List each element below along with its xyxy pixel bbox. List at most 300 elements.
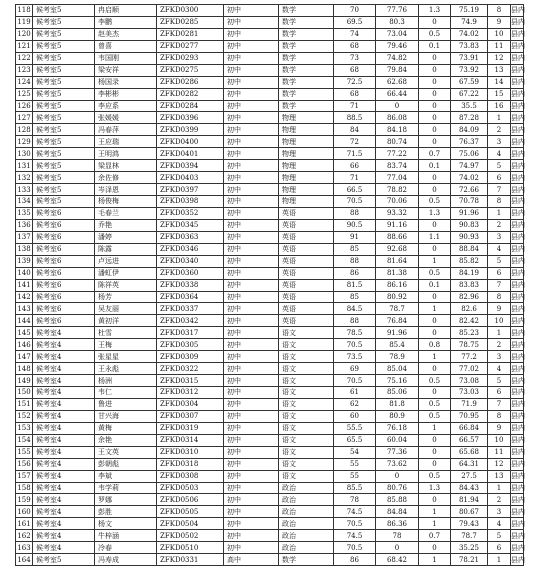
cell-room: 候考室6 bbox=[33, 207, 95, 219]
cell-room: 候考室6 bbox=[33, 231, 95, 243]
cell-bonus: 0 bbox=[419, 446, 451, 458]
cell-written: 88.5 bbox=[334, 112, 376, 124]
cell-area: 县内 bbox=[511, 66, 525, 75]
cell-subject: 政治 bbox=[279, 542, 334, 554]
table-row bbox=[16, 148, 524, 160]
cell-interview: 60.04 bbox=[376, 434, 419, 446]
cell-bonus: 0 bbox=[419, 172, 451, 184]
table-row bbox=[16, 100, 524, 112]
cell-bonus: 0 bbox=[419, 64, 451, 76]
cell-room: 候考室5 bbox=[33, 28, 95, 40]
cell-level: 初中 bbox=[224, 219, 279, 231]
cell-level: 初中 bbox=[224, 398, 279, 410]
cell-area: 县内 bbox=[511, 412, 525, 421]
cell-code: ZFKD0394 bbox=[157, 160, 224, 172]
cell-written: 91 bbox=[334, 231, 376, 243]
cell-total: 81.94 bbox=[451, 494, 488, 506]
cell-name: 陈露 bbox=[95, 243, 157, 255]
cell-total: 84.19 bbox=[451, 267, 488, 279]
cell-interview: 0 bbox=[376, 100, 419, 112]
cell-area: 县内 bbox=[511, 245, 525, 254]
cell-level: 初中 bbox=[224, 518, 279, 530]
cell-interview: 0 bbox=[376, 470, 419, 482]
table-row bbox=[16, 434, 524, 446]
cell-subject: 数学 bbox=[279, 76, 334, 88]
cell-written: 88 bbox=[334, 255, 376, 267]
cell-bonus: 0 bbox=[419, 494, 451, 506]
cell-area: 县内 bbox=[511, 340, 525, 349]
cell-bonus: 0.5 bbox=[419, 267, 451, 279]
cell-name: 余佐修 bbox=[95, 172, 157, 184]
cell-room: 候考室6 bbox=[33, 219, 95, 231]
cell-code: ZFKD0305 bbox=[157, 339, 224, 351]
cell-name: 黄梅 bbox=[95, 422, 157, 434]
cell-level: 初中 bbox=[224, 52, 279, 64]
cell-room: 候考室5 bbox=[33, 5, 95, 17]
cell-written: 86 bbox=[334, 554, 376, 566]
cell-area: 县内 bbox=[511, 54, 525, 63]
cell-subject: 数学 bbox=[279, 5, 334, 17]
cell-written: 69 bbox=[334, 363, 376, 375]
cell-name: 杨文 bbox=[95, 518, 157, 530]
cell-area: 县内 bbox=[511, 90, 525, 99]
table-row bbox=[16, 172, 524, 184]
cell-level: 初中 bbox=[224, 422, 279, 434]
cell-code: ZFKD0307 bbox=[157, 410, 224, 422]
cell-name: 韦学莉 bbox=[95, 482, 157, 494]
cell-bonus: 1 bbox=[419, 351, 451, 363]
cell-total: 80.67 bbox=[451, 506, 488, 518]
cell-area: 县内 bbox=[511, 6, 525, 15]
cell-written: 71.5 bbox=[334, 148, 376, 160]
cell-total: 65.68 bbox=[451, 446, 488, 458]
cell-subject: 政治 bbox=[279, 506, 334, 518]
cell-written: 71 bbox=[334, 172, 376, 184]
cell-code: ZFKD0397 bbox=[157, 184, 224, 196]
cell-area: 县内 bbox=[511, 209, 525, 218]
cell-no: 156 bbox=[17, 460, 31, 469]
cell-written: 55 bbox=[334, 470, 376, 482]
cell-written: 55.5 bbox=[334, 422, 376, 434]
cell-level: 初中 bbox=[224, 112, 279, 124]
cell-subject: 数学 bbox=[279, 100, 334, 112]
cell-room: 候考室5 bbox=[33, 160, 95, 172]
cell-interview: 81.64 bbox=[376, 255, 419, 267]
cell-room: 候考室4 bbox=[33, 530, 95, 542]
cell-bonus: 0 bbox=[419, 112, 451, 124]
cell-name: 岑泽恩 bbox=[95, 184, 157, 196]
table-row bbox=[16, 16, 524, 28]
table-row bbox=[16, 40, 524, 52]
cell-interview: 88.66 bbox=[376, 231, 419, 243]
cell-subject: 数学 bbox=[279, 28, 334, 40]
cell-room: 候考室5 bbox=[33, 40, 95, 52]
cell-no: 119 bbox=[17, 18, 31, 27]
cell-no: 141 bbox=[17, 281, 31, 290]
cell-total: 70.78 bbox=[451, 196, 488, 208]
table-row bbox=[16, 518, 524, 530]
cell-name: 乔艳 bbox=[95, 219, 157, 231]
cell-area: 县内 bbox=[511, 483, 525, 492]
cell-room: 候考室4 bbox=[33, 375, 95, 387]
cell-subject: 语文 bbox=[279, 458, 334, 470]
cell-no: 148 bbox=[17, 364, 31, 373]
cell-level: 初中 bbox=[224, 494, 279, 506]
cell-no: 152 bbox=[17, 412, 31, 421]
cell-no: 162 bbox=[17, 531, 31, 540]
cell-area: 县内 bbox=[511, 18, 525, 27]
cell-name: 杨俊梅 bbox=[95, 196, 157, 208]
cell-written: 78 bbox=[334, 494, 376, 506]
cell-name: 甘兴海 bbox=[95, 410, 157, 422]
cell-area: 县内 bbox=[511, 173, 525, 182]
cell-rank: 3 bbox=[488, 136, 511, 148]
cell-code: ZFKD0337 bbox=[157, 303, 224, 315]
cell-bonus: 1 bbox=[419, 255, 451, 267]
cell-no: 154 bbox=[17, 436, 31, 445]
table-row bbox=[16, 470, 524, 482]
table-row bbox=[16, 255, 524, 267]
cell-total: 74.9 bbox=[451, 16, 488, 28]
cell-written: 62 bbox=[334, 398, 376, 410]
cell-name: 黄初洋 bbox=[95, 315, 157, 327]
cell-code: ZFKD0510 bbox=[157, 542, 224, 554]
cell-interview: 79.84 bbox=[376, 64, 419, 76]
table-row bbox=[16, 422, 524, 434]
cell-level: 初中 bbox=[224, 184, 279, 196]
cell-interview: 91.96 bbox=[376, 327, 419, 339]
cell-written: 68 bbox=[334, 40, 376, 52]
cell-code: ZFKD0300 bbox=[157, 5, 224, 17]
cell-level: 初中 bbox=[224, 5, 279, 17]
cell-written: 72 bbox=[334, 136, 376, 148]
cell-subject: 数学 bbox=[279, 88, 334, 100]
cell-subject: 语文 bbox=[279, 363, 334, 375]
cell-rank: 4 bbox=[488, 148, 511, 160]
cell-rank: 2 bbox=[488, 494, 511, 506]
cell-area: 县内 bbox=[511, 149, 525, 158]
cell-room: 候考室6 bbox=[33, 315, 95, 327]
cell-total: 77.2 bbox=[451, 351, 488, 363]
cell-subject: 政治 bbox=[279, 494, 334, 506]
cell-level: 初中 bbox=[224, 88, 279, 100]
cell-subject: 英语 bbox=[279, 231, 334, 243]
cell-room: 候考室5 bbox=[33, 64, 95, 76]
cell-total: 64.31 bbox=[451, 458, 488, 470]
cell-area: 县内 bbox=[511, 185, 525, 194]
cell-name: 冯寿成 bbox=[95, 554, 157, 566]
cell-bonus: 0.7 bbox=[419, 530, 451, 542]
cell-rank: 10 bbox=[488, 315, 511, 327]
cell-subject: 英语 bbox=[279, 219, 334, 231]
cell-name: 陈祥英 bbox=[95, 279, 157, 291]
cell-subject: 语文 bbox=[279, 375, 334, 387]
cell-bonus: 0 bbox=[419, 136, 451, 148]
cell-name: 潘婷 bbox=[95, 231, 157, 243]
cell-no: 164 bbox=[17, 555, 31, 564]
table-row bbox=[16, 363, 524, 375]
cell-subject: 政治 bbox=[279, 518, 334, 530]
cell-name: 潘虹伊 bbox=[95, 267, 157, 279]
cell-no: 159 bbox=[17, 495, 31, 504]
cell-level: 初中 bbox=[224, 100, 279, 112]
cell-bonus: 0 bbox=[419, 387, 451, 399]
cell-code: ZFKD0364 bbox=[157, 291, 224, 303]
cell-name: 毛春兰 bbox=[95, 207, 157, 219]
table-row bbox=[16, 410, 524, 422]
cell-subject: 物理 bbox=[279, 184, 334, 196]
cell-written: 69.5 bbox=[334, 16, 376, 28]
cell-level: 初中 bbox=[224, 267, 279, 279]
cell-no: 131 bbox=[17, 161, 31, 170]
cell-written: 55 bbox=[334, 458, 376, 470]
cell-area: 县内 bbox=[511, 364, 525, 373]
cell-no: 135 bbox=[17, 209, 31, 218]
cell-written: 61 bbox=[334, 387, 376, 399]
cell-total: 74.97 bbox=[451, 160, 488, 172]
cell-area: 县内 bbox=[511, 555, 525, 564]
cell-rank: 12 bbox=[488, 52, 511, 64]
cell-bonus: 1 bbox=[419, 554, 451, 566]
cell-room: 候考室4 bbox=[33, 351, 95, 363]
cell-total: 73.91 bbox=[451, 52, 488, 64]
cell-room: 候考室5 bbox=[33, 52, 95, 64]
cell-code: ZFKD0308 bbox=[157, 470, 224, 482]
cell-code: ZFKD0503 bbox=[157, 482, 224, 494]
table-row bbox=[16, 458, 524, 470]
cell-interview: 78.7 bbox=[376, 303, 419, 315]
cell-no: 137 bbox=[17, 233, 31, 242]
cell-bonus: 1.1 bbox=[419, 231, 451, 243]
cell-no: 138 bbox=[17, 245, 31, 254]
cell-name: 曾喜 bbox=[95, 40, 157, 52]
cell-subject: 数学 bbox=[279, 52, 334, 64]
cell-area: 县内 bbox=[511, 304, 525, 313]
cell-room: 候考室4 bbox=[33, 363, 95, 375]
cell-rank: 4 bbox=[488, 243, 511, 255]
cell-written: 70.5 bbox=[334, 375, 376, 387]
cell-bonus: 0.8 bbox=[419, 339, 451, 351]
cell-rank: 4 bbox=[488, 518, 511, 530]
cell-interview: 80.3 bbox=[376, 16, 419, 28]
cell-total: 72.66 bbox=[451, 184, 488, 196]
cell-name: 李鹏 bbox=[95, 16, 157, 28]
cell-no: 128 bbox=[17, 125, 31, 134]
cell-rank: 9 bbox=[488, 422, 511, 434]
cell-rank: 13 bbox=[488, 470, 511, 482]
cell-interview: 85.88 bbox=[376, 494, 419, 506]
cell-level: 初中 bbox=[224, 446, 279, 458]
cell-total: 73.92 bbox=[451, 64, 488, 76]
cell-no: 149 bbox=[17, 376, 31, 385]
cell-written: 70.5 bbox=[334, 196, 376, 208]
table-body bbox=[16, 5, 524, 566]
cell-room: 候考室6 bbox=[33, 291, 95, 303]
cell-level: 初中 bbox=[224, 530, 279, 542]
cell-name: 李应系 bbox=[95, 100, 157, 112]
cell-bonus: 0 bbox=[419, 363, 451, 375]
cell-bonus: 0 bbox=[419, 52, 451, 64]
cell-level: 初中 bbox=[224, 243, 279, 255]
cell-name: 冯春萍 bbox=[95, 124, 157, 136]
cell-area: 县内 bbox=[511, 113, 525, 122]
cell-room: 候考室4 bbox=[33, 446, 95, 458]
cell-written: 70.5 bbox=[334, 542, 376, 554]
table-row bbox=[16, 375, 524, 387]
cell-total: 90.83 bbox=[451, 219, 488, 231]
cell-name: 彭胜 bbox=[95, 506, 157, 518]
cell-written: 72.5 bbox=[334, 76, 376, 88]
cell-no: 155 bbox=[17, 448, 31, 457]
table-row bbox=[16, 88, 524, 100]
cell-room: 候考室5 bbox=[33, 76, 95, 88]
cell-rank: 6 bbox=[488, 387, 511, 399]
cell-rank: 7 bbox=[488, 279, 511, 291]
cell-name: 余艳 bbox=[95, 434, 157, 446]
cell-rank: 2 bbox=[488, 124, 511, 136]
table-row bbox=[16, 64, 524, 76]
cell-subject: 物理 bbox=[279, 148, 334, 160]
cell-bonus: 0 bbox=[419, 219, 451, 231]
cell-total: 83.83 bbox=[451, 279, 488, 291]
cell-written: 84 bbox=[334, 124, 376, 136]
table-row bbox=[16, 339, 524, 351]
cell-name: 卢远进 bbox=[95, 255, 157, 267]
cell-name: 罗娜 bbox=[95, 494, 157, 506]
cell-written: 85 bbox=[334, 243, 376, 255]
cell-interview: 68.42 bbox=[376, 554, 419, 566]
cell-area: 县内 bbox=[511, 125, 525, 134]
table-row bbox=[16, 303, 524, 315]
cell-total: 73.83 bbox=[451, 40, 488, 52]
cell-interview: 80.92 bbox=[376, 291, 419, 303]
cell-interview: 77.36 bbox=[376, 446, 419, 458]
cell-interview: 78.9 bbox=[376, 351, 419, 363]
cell-code: ZFKD0304 bbox=[157, 398, 224, 410]
cell-area: 县内 bbox=[511, 137, 525, 146]
cell-interview: 0 bbox=[376, 542, 419, 554]
cell-subject: 语文 bbox=[279, 327, 334, 339]
cell-level: 初中 bbox=[224, 375, 279, 387]
cell-total: 74.02 bbox=[451, 172, 488, 184]
table-row bbox=[16, 530, 524, 542]
cell-bonus: 1 bbox=[419, 518, 451, 530]
cell-bonus: 0 bbox=[419, 327, 451, 339]
cell-rank: 8 bbox=[488, 5, 511, 17]
cell-code: ZFKD0318 bbox=[157, 458, 224, 470]
cell-total: 66.84 bbox=[451, 422, 488, 434]
cell-level: 初中 bbox=[224, 482, 279, 494]
cell-bonus: 0 bbox=[419, 100, 451, 112]
cell-level: 初中 bbox=[224, 542, 279, 554]
cell-name: 王明鸿 bbox=[95, 148, 157, 160]
cell-total: 78.75 bbox=[451, 339, 488, 351]
cell-no: 142 bbox=[17, 292, 31, 301]
cell-area: 县内 bbox=[511, 30, 525, 39]
cell-subject: 数学 bbox=[279, 40, 334, 52]
cell-rank: 1 bbox=[488, 482, 511, 494]
cell-total: 90.93 bbox=[451, 231, 488, 243]
cell-written: 74.5 bbox=[334, 506, 376, 518]
cell-area: 县内 bbox=[511, 316, 525, 325]
cell-subject: 政治 bbox=[279, 530, 334, 542]
cell-name: 杨洲 bbox=[95, 375, 157, 387]
cell-code: ZFKD0285 bbox=[157, 16, 224, 28]
cell-name: 韦仁 bbox=[95, 387, 157, 399]
cell-total: 35.25 bbox=[451, 542, 488, 554]
cell-written: 85.5 bbox=[334, 482, 376, 494]
cell-area: 县内 bbox=[511, 400, 525, 409]
table-row bbox=[16, 184, 524, 196]
cell-subject: 英语 bbox=[279, 207, 334, 219]
cell-area: 县内 bbox=[511, 519, 525, 528]
cell-bonus: 0 bbox=[419, 76, 451, 88]
cell-total: 88.84 bbox=[451, 243, 488, 255]
cell-code: ZFKD0322 bbox=[157, 363, 224, 375]
cell-no: 132 bbox=[17, 173, 31, 182]
cell-written: 68 bbox=[334, 88, 376, 100]
cell-subject: 语文 bbox=[279, 339, 334, 351]
cell-bonus: 1.3 bbox=[419, 482, 451, 494]
cell-no: 123 bbox=[17, 66, 31, 75]
cell-no: 125 bbox=[17, 90, 31, 99]
cell-written: 66 bbox=[334, 160, 376, 172]
cell-area: 县内 bbox=[511, 495, 525, 504]
cell-no: 144 bbox=[17, 316, 31, 325]
cell-level: 初中 bbox=[224, 231, 279, 243]
cell-bonus: 0.5 bbox=[419, 28, 451, 40]
cell-rank: 5 bbox=[488, 530, 511, 542]
cell-code: ZFKD0277 bbox=[157, 40, 224, 52]
cell-name: 韦国刚 bbox=[95, 52, 157, 64]
table-row bbox=[16, 243, 524, 255]
cell-level: 初中 bbox=[224, 291, 279, 303]
cell-code: ZFKD0502 bbox=[157, 530, 224, 542]
cell-area: 县内 bbox=[511, 460, 525, 469]
cell-subject: 英语 bbox=[279, 243, 334, 255]
cell-room: 候考室4 bbox=[33, 482, 95, 494]
cell-level: 初中 bbox=[224, 339, 279, 351]
cell-area: 县内 bbox=[511, 42, 525, 51]
cell-bonus: 1 bbox=[419, 303, 451, 315]
cell-rank: 3 bbox=[488, 231, 511, 243]
cell-room: 候考室5 bbox=[33, 196, 95, 208]
cell-rank: 6 bbox=[488, 172, 511, 184]
cell-code: ZFKD0340 bbox=[157, 255, 224, 267]
cell-no: 147 bbox=[17, 352, 31, 361]
cell-level: 初中 bbox=[224, 470, 279, 482]
cell-interview: 85.04 bbox=[376, 363, 419, 375]
cell-name: 梁安祥 bbox=[95, 64, 157, 76]
cell-bonus: 0 bbox=[419, 124, 451, 136]
cell-room: 候考室4 bbox=[33, 494, 95, 506]
cell-level: 初中 bbox=[224, 363, 279, 375]
cell-written: 70.5 bbox=[334, 339, 376, 351]
cell-bonus: 0 bbox=[419, 243, 451, 255]
cell-level: 初中 bbox=[224, 410, 279, 422]
cell-level: 高中 bbox=[224, 554, 279, 566]
cell-rank: 16 bbox=[488, 100, 511, 112]
table-row bbox=[16, 267, 524, 279]
cell-name: 杨芳 bbox=[95, 291, 157, 303]
cell-name: 王文英 bbox=[95, 446, 157, 458]
cell-interview: 79.46 bbox=[376, 40, 419, 52]
cell-subject: 英语 bbox=[279, 255, 334, 267]
cell-level: 初中 bbox=[224, 16, 279, 28]
cell-total: 87.28 bbox=[451, 112, 488, 124]
cell-rank: 7 bbox=[488, 398, 511, 410]
cell-name: 鲁进 bbox=[95, 398, 157, 410]
